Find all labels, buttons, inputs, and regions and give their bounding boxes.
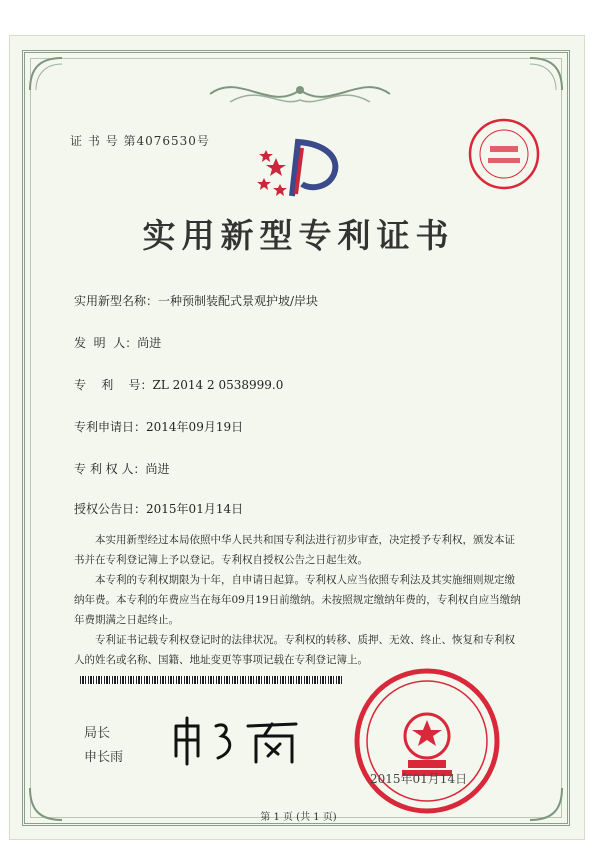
field-value: 尚进 bbox=[145, 462, 170, 476]
sipo-logo-icon bbox=[256, 134, 346, 204]
barcode bbox=[80, 676, 342, 684]
field-label: 实用新型名称： bbox=[74, 294, 159, 308]
body-paragraph: 本专利的专利权期限为十年，自申请日起算。专利权人应当依照专利法及其实施细则规定缴纳年费。本专利的年费应当在每年09月19日前缴纳。未按照规定缴纳年费的，专利权自应当缴纳年费期满之日起终止。 bbox=[74, 574, 521, 626]
ornament-icon bbox=[200, 72, 400, 112]
field-value: 尚进 bbox=[137, 336, 162, 350]
utility-model-name bbox=[74, 292, 318, 309]
patent-number bbox=[74, 376, 283, 393]
certificate-body bbox=[74, 530, 524, 670]
corner-ornament-icon bbox=[26, 54, 66, 94]
corner-ornament-icon bbox=[526, 54, 566, 94]
body-paragraph: 专利证书记载专利权登记时的法律状况。专利权的转移、质押、无效、终止、恢复和专利权人的姓名或名称、国籍、地址变更等事项记载在专利登记簿上。 bbox=[74, 634, 515, 666]
page-number: 第 1 页 (共 1 页) bbox=[260, 812, 337, 823]
field-label: 专利申请日： bbox=[74, 420, 147, 434]
patentee bbox=[74, 460, 169, 477]
director-signature-icon bbox=[168, 712, 308, 768]
certificate-number: 证 书 号 第4076530号 bbox=[70, 134, 210, 148]
body-paragraph: 本实用新型经过本局依照中华人民共和国专利法进行初步审查，决定授予专利权，颁发本证书并在专利登记簿上予以登记。专利权自授权公告之日起生效。 bbox=[74, 534, 515, 566]
official-seal-icon bbox=[352, 666, 502, 816]
field-value: ZL 2014 2 0538999.0 bbox=[152, 378, 284, 392]
field-value: 一种预制装配式景观护坡/岸块 bbox=[158, 294, 319, 308]
certificate-title: 实用新型专利证书 bbox=[142, 216, 455, 255]
director-name: 申长雨 bbox=[84, 750, 124, 765]
field-value: 2015年01月14日 bbox=[146, 502, 244, 516]
inventor bbox=[74, 334, 161, 351]
field-label: 授权公告日： bbox=[74, 502, 147, 516]
tax-stamp-icon bbox=[466, 116, 542, 192]
application-date bbox=[74, 418, 243, 435]
field-label: 专 利 权 人： bbox=[74, 462, 146, 476]
field-value: 2014年09月19日 bbox=[146, 420, 244, 434]
field-label: 专 利 号： bbox=[74, 378, 153, 392]
director-title: 局长 bbox=[84, 726, 111, 741]
field-label: 发 明 人： bbox=[74, 336, 138, 350]
seal-date: 2015年01月14日 bbox=[370, 772, 468, 786]
grant-date bbox=[74, 500, 243, 517]
